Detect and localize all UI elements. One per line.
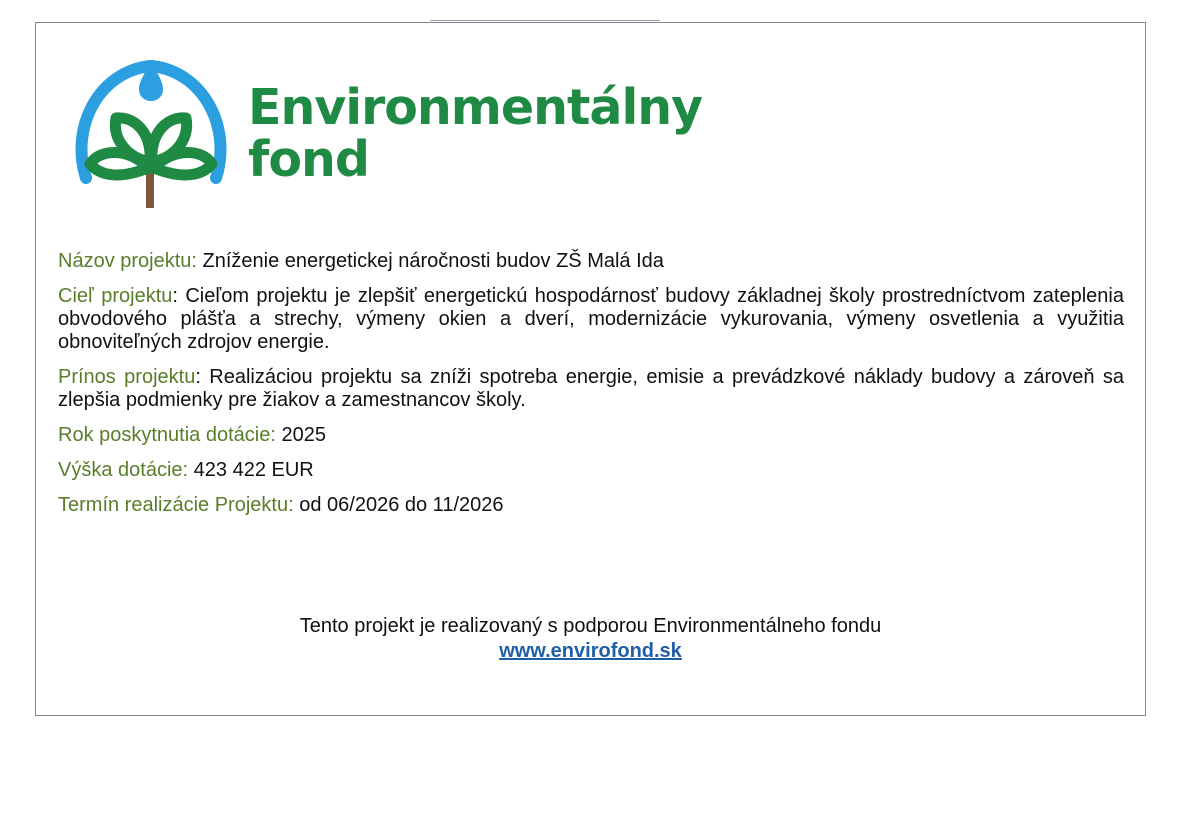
- project-benefit-separator: :: [195, 366, 201, 388]
- brand-line-1: Environmentálny: [248, 79, 703, 136]
- project-term-value: od 06/2026 do 11/2026: [299, 494, 504, 516]
- top-divider-right: [548, 20, 660, 21]
- project-benefit-row: [58, 366, 1124, 412]
- project-goal-row: [58, 285, 1124, 354]
- grant-year-value: 2025: [281, 424, 326, 446]
- grant-amount-row: [58, 459, 1124, 482]
- support-footer: [35, 614, 1146, 664]
- project-benefit-label: Prínos projektu: [58, 366, 196, 388]
- project-goal-value: Cieľom projektu je zlepšiť energetickú hospodárnosť budovy základnej školy prostredníctvom zateplenia obvodového plášťa a strechy, výmeny okien a dverí, modernizácie vykurovania, výmeny osvetlenia a využitia obnoviteľných zdrojov energie.: [58, 285, 1124, 353]
- brand-wordmark: [248, 79, 703, 188]
- top-divider-left: [430, 20, 548, 21]
- support-text: Tento projekt je realizovaný s podporou Environmentálneho fondu: [299, 615, 882, 637]
- grant-amount-value: 423 422 EUR: [193, 459, 314, 481]
- grant-year-label: Rok poskytnutia dotácie:: [58, 424, 276, 446]
- project-details: [58, 250, 1124, 529]
- grant-year-row: [58, 424, 1124, 447]
- grant-amount-label: Výška dotácie:: [58, 459, 189, 481]
- project-name-label: Názov projektu:: [58, 250, 197, 272]
- project-term-label: Termín realizácie Projektu:: [58, 494, 294, 516]
- project-name-row: [58, 250, 1124, 273]
- project-goal-label: Cieľ projektu: [58, 285, 173, 307]
- project-benefit-value: Realizáciou projektu sa zníži spotreba energie, emisie a prevádzkové náklady budovy a zároveň sa zlepšia podmienky pre žiakov a zamestnancov školy.: [58, 366, 1125, 411]
- project-goal-separator: :: [172, 285, 178, 307]
- project-name-value: Zníženie energetickej náročnosti budov ZŠ Malá Ida: [202, 250, 664, 272]
- brand-line-2: fond: [248, 131, 369, 188]
- envirofond-link[interactable]: www.envirofond.sk: [499, 640, 682, 662]
- leaf-drop-logo-icon: [68, 58, 234, 210]
- project-term-row: [58, 494, 1124, 517]
